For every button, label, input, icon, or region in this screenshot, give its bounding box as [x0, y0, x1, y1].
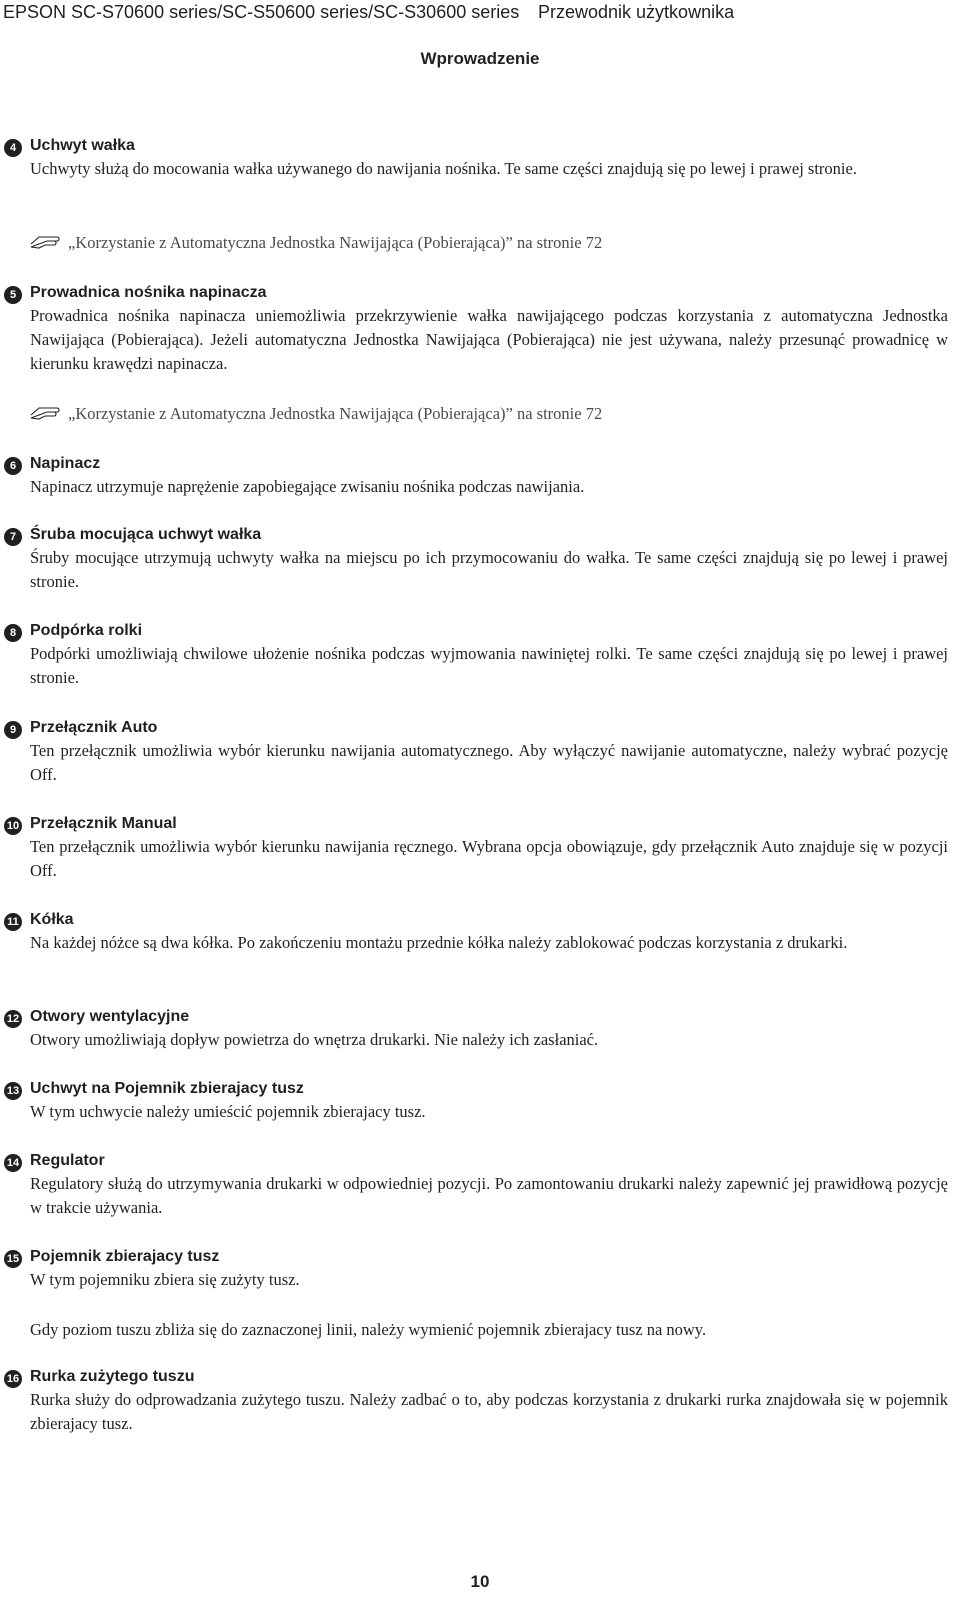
item-description: Uchwyty służą do mocowania wałka używanego do nawijania nośnika. Te same części znajdują się po lewej i prawej stronie. — [30, 159, 857, 178]
cross-reference-text: „Korzystanie z Automatyczna Jednostka Nawijająca (Pobierająca)” na stronie 72 — [68, 233, 603, 252]
item-number-badge: 6 — [4, 457, 22, 475]
cross-reference-link[interactable] — [30, 233, 602, 253]
item-title: Przełącznik Auto — [30, 719, 158, 736]
item-title: Napinacz — [30, 455, 101, 472]
item-title: Regulator — [30, 1152, 105, 1169]
item-description: Śruby mocujące utrzymują uchwyty wałka na miejscu po ich przymocowaniu do wałka. Te same części znajdują się po lewej i prawej stronie. — [30, 548, 948, 591]
item-number-badge: 4 — [4, 139, 22, 157]
running-header — [0, 0, 960, 30]
item-title: Podpórka rolki — [30, 622, 143, 639]
item-description: Otwory umożliwiają dopływ powietrza do wnętrza drukarki. Nie należy ich zasłaniać. — [30, 1030, 599, 1049]
item-number-badge: 7 — [4, 528, 22, 546]
item-title: Rurka zużytego tuszu — [30, 1368, 195, 1385]
header-product-name: EPSON SC-S70600 series/SC-S50600 series/SC-S30600 series — [3, 2, 520, 22]
item-number-badge: 15 — [4, 1250, 22, 1268]
item-description: Podpórki umożliwiają chwilowe ułożenie nośnika podczas wyjmowania nawiniętej rolki. Te same części znajdują się po lewej i prawej stronie. — [30, 644, 948, 687]
item-number-badge: 16 — [4, 1370, 22, 1388]
section-title: Wprowadzenie — [420, 49, 540, 68]
item-title: Prowadnica nośnika napinacza — [30, 284, 267, 301]
item-number-badge: 13 — [4, 1082, 22, 1100]
item-number-badge: 10 — [4, 817, 22, 835]
pointing-hand-icon — [30, 405, 60, 421]
item-title: Przełącznik Manual — [30, 815, 177, 832]
item-description: Ten przełącznik umożliwia wybór kierunku nawijania automatycznego. Aby wyłączyć nawijanie automatyczne, należy wybrać pozycję Off. — [30, 741, 948, 784]
cross-reference-link[interactable] — [30, 404, 602, 424]
item-description: Na każdej nóżce są dwa kółka. Po zakończeniu montażu przednie kółka należy zablokować podczas korzystania z drukarki. — [30, 933, 848, 952]
page-number: 10 — [470, 1572, 490, 1591]
item-number-badge: 12 — [4, 1010, 22, 1028]
pointing-hand-icon — [30, 234, 60, 250]
item-title: Kółka — [30, 911, 74, 928]
item-title: Uchwyt wałka — [30, 137, 135, 154]
item-description: Rurka służy do odprowadzania zużytego tuszu. Należy zadbać o to, aby podczas korzystania z drukarki rurka znajdowała się w pojemnik zbierajacy tusz. — [30, 1390, 948, 1433]
item-title: Śruba mocująca uchwyt wałka — [30, 526, 262, 543]
item-description: Napinacz utrzymuje naprężenie zapobiegające zwisaniu nośnika podczas nawijania. — [30, 477, 585, 496]
item-number-badge: 9 — [4, 721, 22, 739]
item-number-badge: 11 — [4, 913, 22, 931]
item-title: Pojemnik zbierajacy tusz — [30, 1248, 220, 1265]
item-number-badge: 5 — [4, 286, 22, 304]
item-description: Regulatory służą do utrzymywania drukarki w odpowiedniej pozycji. Po zamontowaniu drukarki należy zapewnić jej prawidłową pozycję w trakcie używania. — [30, 1174, 948, 1217]
item-number-badge: 14 — [4, 1154, 22, 1172]
item-description: Prowadnica nośnika napinacza uniemożliwia przekrzywienie wałka nawijającego podczas korzystania z automatyczna Jednostka Nawijająca (Pobierająca). Jeżeli automatyczna Jednostka Nawijająca (Pobierająca) nie jest używana, należy przesunąć prowadnicę w kierunku krawędzi napinacza. — [30, 306, 948, 373]
header-guide-title: Przewodnik użytkownika — [538, 2, 735, 22]
item-description: W tym pojemniku zbiera się zużyty tusz. — [30, 1270, 300, 1289]
item-number-badge: 8 — [4, 624, 22, 642]
item-description: W tym uchwycie należy umieścić pojemnik zbierajacy tusz. — [30, 1102, 426, 1121]
item-title: Otwory wentylacyjne — [30, 1008, 190, 1025]
item-title: Uchwyt na Pojemnik zbierajacy tusz — [30, 1080, 304, 1097]
item-description: Ten przełącznik umożliwia wybór kierunku nawijania ręcznego. Wybrana opcja obowiązuje, gdy przełącznik Auto znajduje się w pozycji Off. — [30, 837, 948, 880]
item-note: Gdy poziom tuszu zbliża się do zaznaczonej linii, należy wymienić pojemnik zbierajacy tusz na nowy. — [30, 1320, 707, 1339]
cross-reference-text: „Korzystanie z Automatyczna Jednostka Nawijająca (Pobierająca)” na stronie 72 — [68, 404, 603, 423]
